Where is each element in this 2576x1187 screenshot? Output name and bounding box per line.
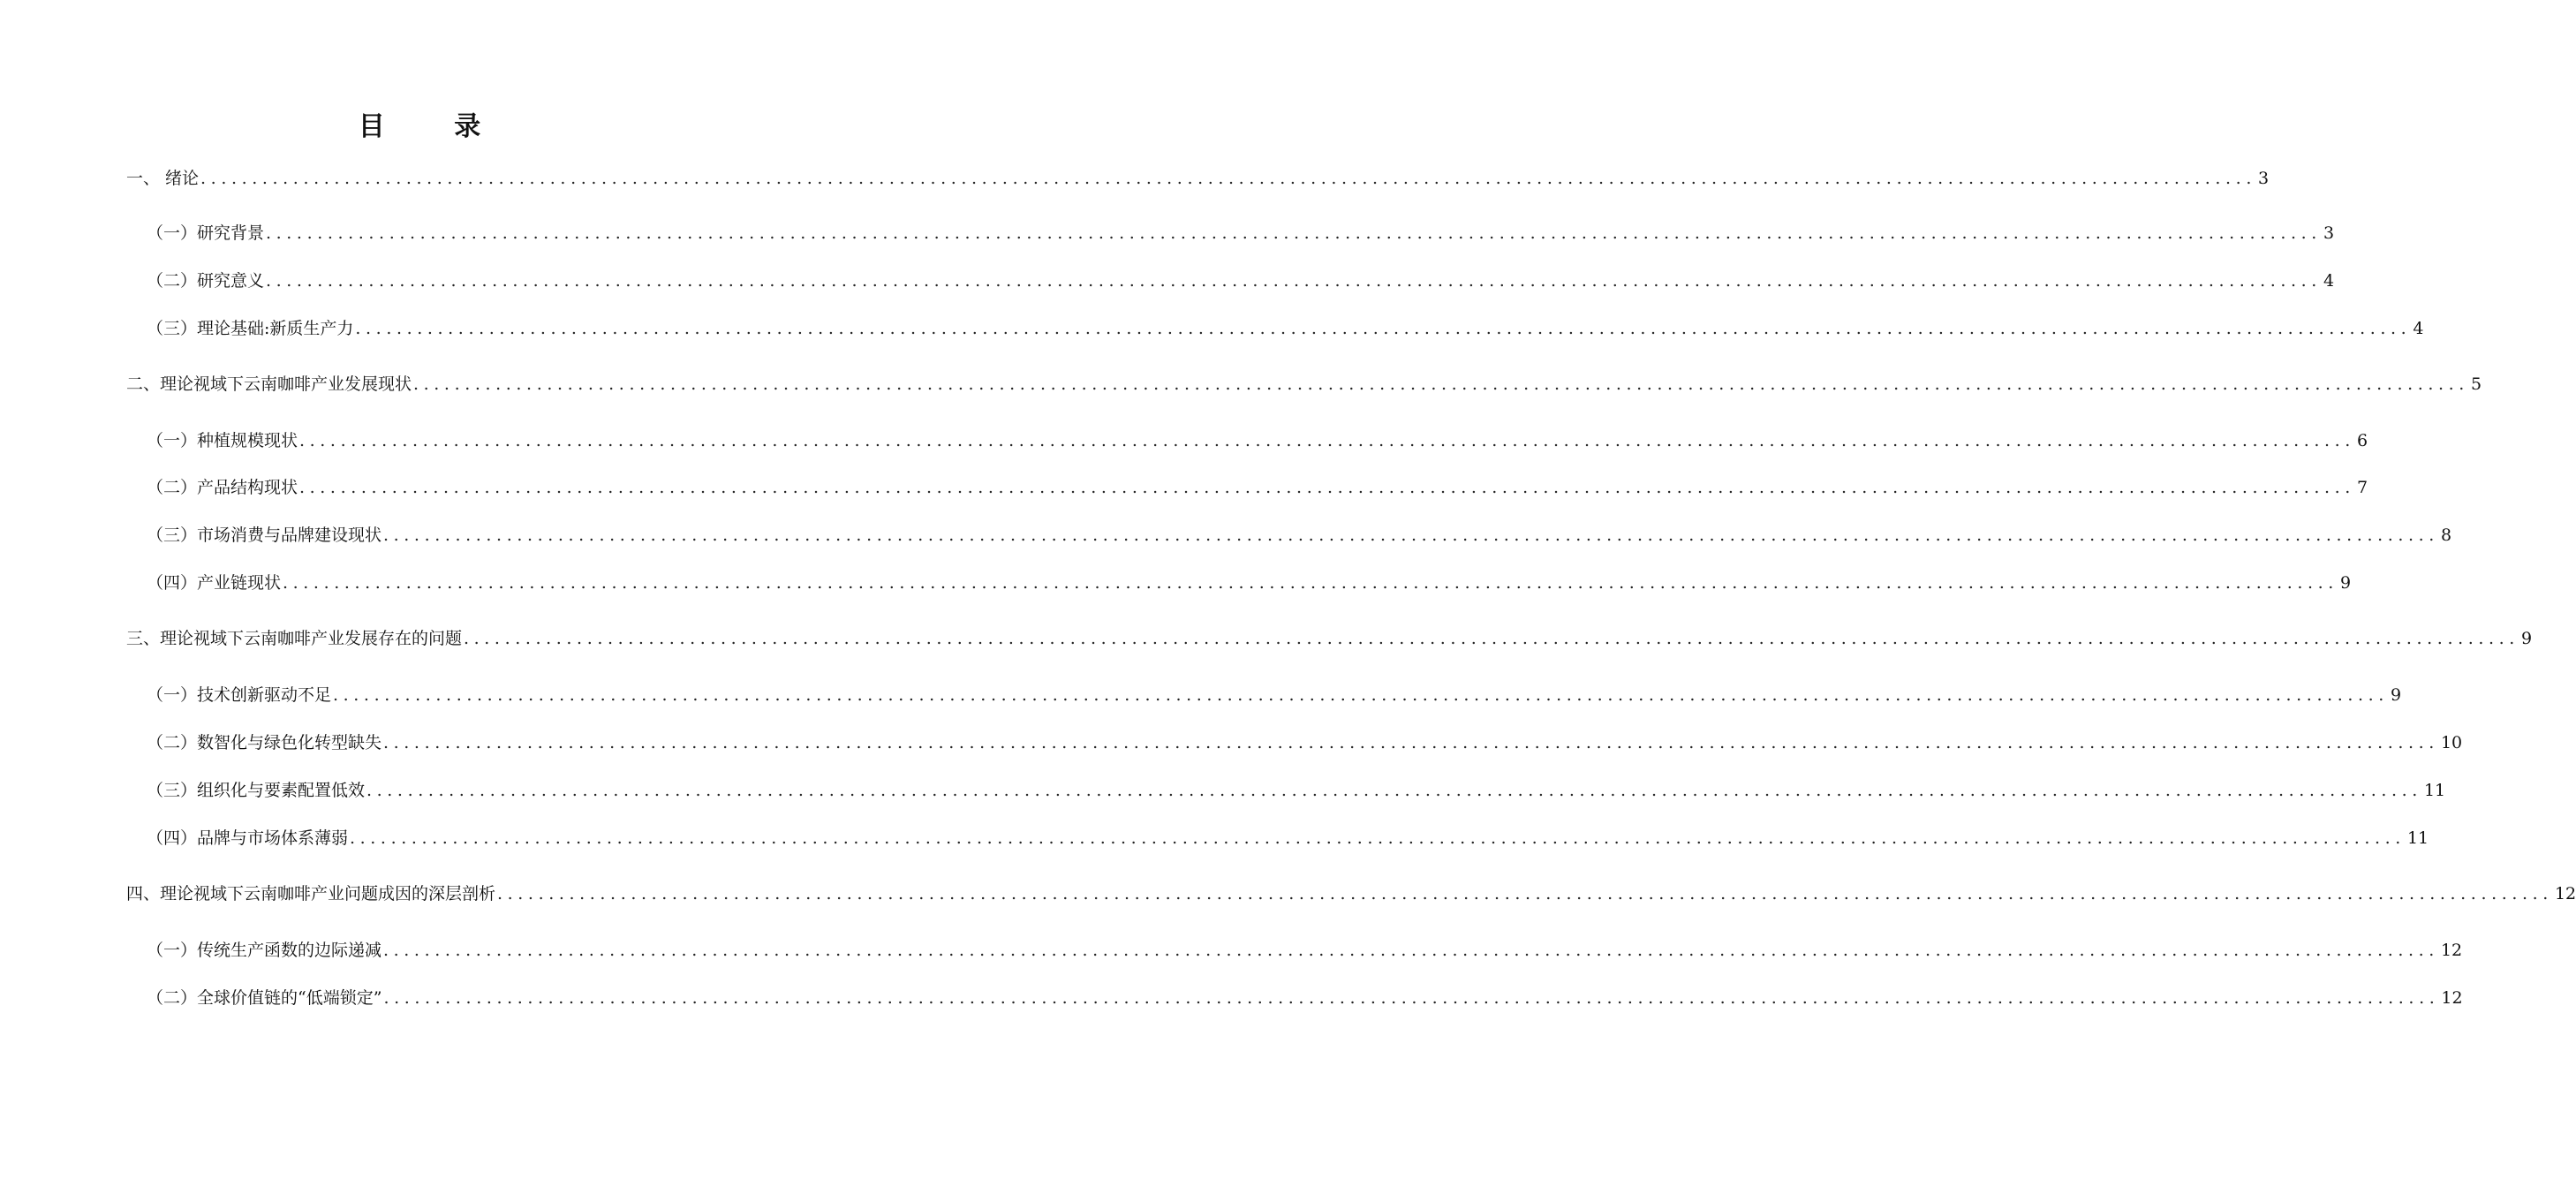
toc-dot-leader: ........................................................................................................................................................................................................ — [266, 271, 2322, 291]
toc-dot-leader: ........................................................................................................................................................................................................ — [366, 781, 2422, 800]
toc-entry[interactable] — [147, 313, 2424, 341]
toc-dot-leader: ........................................................................................................................................................................................................ — [299, 431, 2355, 450]
toc-entry-label: 二、理论视域下云南咖啡产业发展现状 — [126, 374, 412, 394]
toc-dot-leader: ........................................................................................................................................................................................................ — [497, 884, 2553, 903]
toc-dot-leader: ........................................................................................................................................................................................................ — [413, 374, 2469, 394]
toc-entry-page: 4 — [2323, 271, 2335, 291]
toc-entry-page: 4 — [2413, 319, 2424, 338]
toc-entry-label: （二）研究意义 — [147, 271, 265, 291]
toc-entry[interactable] — [147, 727, 2463, 755]
toc-dot-leader: ........................................................................................................................................................................................................ — [383, 525, 2439, 545]
toc-dot-leader: ........................................................................................................................................................................................................ — [299, 478, 2355, 497]
toc-entry[interactable] — [126, 368, 2482, 397]
toc-entry-label: （二）数智化与绿色化转型缺失 — [147, 733, 382, 752]
toc-entry-page: 3 — [2257, 169, 2270, 188]
toc-entry-label: （一）研究背景 — [147, 223, 265, 243]
toc-entry-label: （三）市场消费与品牌建设现状 — [147, 525, 382, 545]
toc-entry-page: 10 — [2440, 733, 2463, 752]
toc-entry-page: 9 — [2520, 629, 2533, 648]
toc-entry-label: （二）产品结构现状 — [147, 478, 298, 497]
toc-entry-label: （一）传统生产函数的边际递减 — [147, 941, 382, 960]
toc-entry-page: 7 — [2356, 478, 2368, 497]
toc-entry-page: 9 — [2339, 573, 2352, 593]
toc-entry[interactable] — [147, 934, 2463, 963]
toc-entry[interactable] — [147, 472, 2368, 500]
toc-entry-page: 12 — [2554, 884, 2576, 903]
toc-entry-label: （四）品牌与市场体系薄弱 — [147, 828, 349, 848]
toc-entry[interactable] — [126, 878, 2576, 906]
toc-entry-page: 3 — [2323, 223, 2335, 243]
toc-entry-page: 9 — [2390, 685, 2402, 705]
toc-entry-page: 11 — [2406, 828, 2429, 848]
toc-entry[interactable] — [147, 265, 2335, 293]
toc-entry-label: （三）组织化与要素配置低效 — [147, 781, 366, 800]
toc-dot-leader: ........................................................................................................................................................................................................ — [350, 828, 2406, 848]
toc-entry-page: 12 — [2440, 941, 2463, 960]
toc-entry-label: （一）种植规模现状 — [147, 431, 298, 450]
toc-entry[interactable] — [147, 822, 2429, 851]
toc-dot-leader: ........................................................................................................................................................................................................ — [383, 988, 2440, 1008]
toc-entry-page: 11 — [2423, 781, 2446, 800]
toc-entry-label: 一、 绪论 — [126, 169, 200, 188]
toc-dot-leader: ........................................................................................................................................................................................................ — [355, 319, 2412, 338]
toc-entry-label: （二）全球价值链的“低端锁定” — [147, 988, 382, 1008]
toc-entry-label: 三、理论视域下云南咖啡产业发展存在的问题 — [126, 629, 463, 648]
toc-entry-page: 5 — [2470, 374, 2482, 394]
toc-entry[interactable] — [147, 425, 2368, 453]
toc-dot-leader: ........................................................................................................................................................................................................ — [266, 223, 2322, 243]
toc-dot-leader: ........................................................................................................................................................................................................ — [383, 733, 2439, 752]
toc-title: 目 录 — [358, 111, 511, 142]
toc-entry-label: （一）技术创新驱动不足 — [147, 685, 332, 705]
toc-entry[interactable] — [147, 982, 2463, 1010]
toc-entry[interactable] — [147, 567, 2352, 595]
toc-entry[interactable] — [126, 623, 2533, 651]
toc-entry[interactable] — [147, 679, 2402, 707]
toc-entry[interactable] — [126, 163, 2270, 191]
toc-entry-page: 8 — [2440, 525, 2452, 545]
toc-dot-leader: ........................................................................................................................................................................................................ — [333, 685, 2389, 705]
toc-entry[interactable] — [147, 519, 2452, 548]
toc-entry-label: 四、理论视域下云南咖啡产业问题成因的深层剖析 — [126, 884, 496, 903]
toc-entry[interactable] — [147, 775, 2446, 803]
toc-dot-leader: ........................................................................................................................................................................................................ — [464, 629, 2519, 648]
toc-dot-leader: ........................................................................................................................................................................................................ — [283, 573, 2338, 593]
toc-entry-label: （四）产业链现状 — [147, 573, 282, 593]
toc-entry-label: （三）理论基础:新质生产力 — [147, 319, 354, 338]
toc-entry-page: 6 — [2356, 431, 2368, 450]
toc-entry-page: 12 — [2441, 988, 2463, 1008]
toc-entry[interactable] — [147, 217, 2335, 246]
toc-dot-leader: ........................................................................................................................................................................................................ — [200, 169, 2256, 188]
toc-dot-leader: ........................................................................................................................................................................................................ — [383, 941, 2439, 960]
